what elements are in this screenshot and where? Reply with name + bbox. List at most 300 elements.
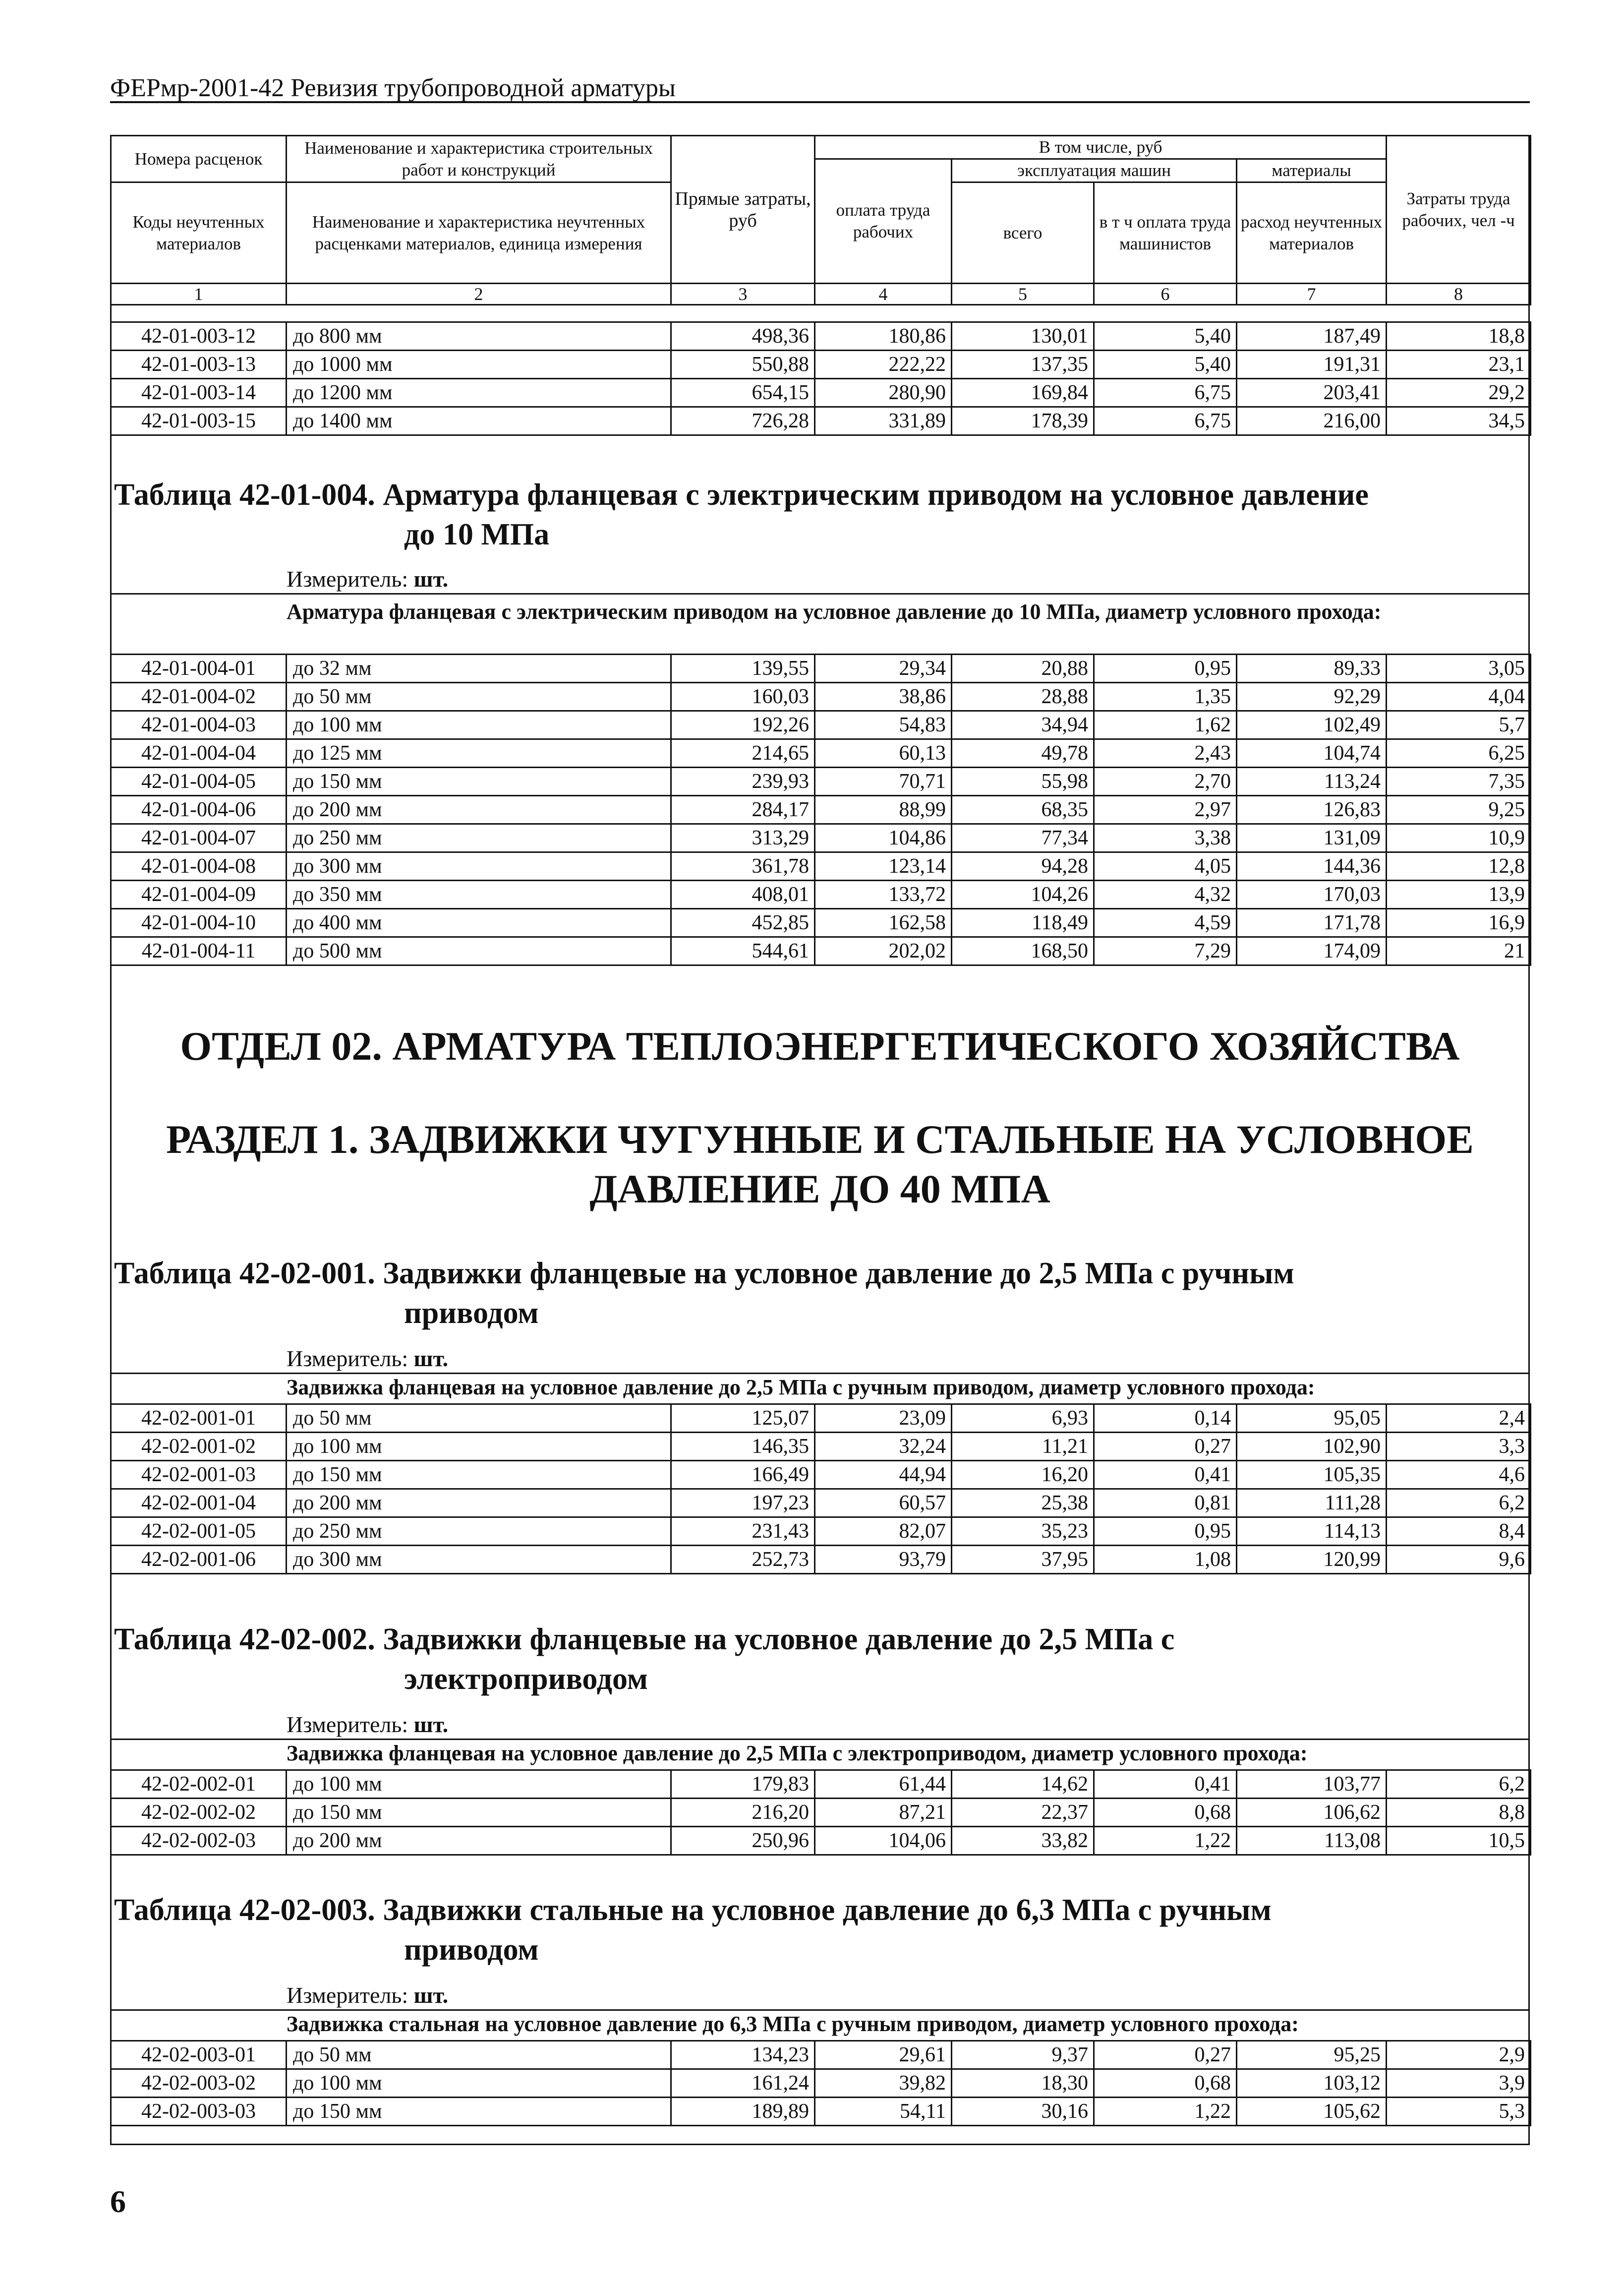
direct-cost-cell: 139,55	[671, 655, 815, 683]
labor-hours-cell: 6,2	[1387, 1770, 1531, 1799]
materials-cell: 144,36	[1237, 852, 1387, 881]
group-heading-42-01-004: Арматура фланцевая с электрическим приводом на условное давление до 10 МПа, диаметр условного прохода:	[287, 600, 1382, 624]
rate-code-cell: 42-01-004-02	[111, 683, 287, 711]
col-head-labor-hours: Затраты труда рабочих, чел -ч	[1387, 136, 1531, 284]
col-number: 3	[671, 284, 815, 305]
table-title-42-02-002	[114, 1620, 1512, 1699]
machinist-pay-cell: 5,40	[1094, 351, 1237, 379]
materials-cell: 106,62	[1237, 1799, 1387, 1827]
table-row	[111, 796, 1531, 824]
machines-total-cell: 14,62	[952, 1770, 1094, 1799]
rate-code-cell: 42-02-001-02	[111, 1433, 287, 1461]
measure-label: Измеритель:	[287, 1712, 408, 1737]
table-title-42-02-003	[114, 1890, 1512, 1970]
labor-hours-cell: 23,1	[1387, 351, 1531, 379]
table-title-text: Задвижки фланцевые на условное давление до 2,5 МПа с	[383, 1622, 1175, 1656]
labor-hours-cell: 10,9	[1387, 824, 1531, 852]
labor-hours-cell: 2,9	[1387, 2041, 1531, 2069]
materials-cell: 95,25	[1237, 2041, 1387, 2069]
labor-hours-cell: 34,5	[1387, 407, 1531, 435]
table-row	[111, 711, 1531, 739]
table-row	[111, 351, 1531, 379]
rate-code-cell: 42-01-004-07	[111, 824, 287, 852]
labor-pay-cell: 61,44	[815, 1770, 952, 1799]
labor-pay-cell: 44,94	[815, 1461, 952, 1489]
labor-pay-cell: 104,86	[815, 824, 952, 852]
col-number: 7	[1237, 284, 1387, 305]
materials-cell: 103,12	[1237, 2069, 1387, 2098]
rate-name-cell: до 100 мм	[287, 1433, 671, 1461]
table-title-text: Задвижки стальные на условное давление до 6,3 МПа с ручным	[383, 1893, 1272, 1927]
rate-code-cell: 42-01-004-09	[111, 881, 287, 909]
machinist-pay-cell: 6,75	[1094, 379, 1237, 407]
labor-pay-cell: 180,86	[815, 322, 952, 351]
machines-total-cell: 94,28	[952, 852, 1094, 881]
table-row	[111, 379, 1531, 407]
rate-code-cell: 42-02-001-01	[111, 1404, 287, 1433]
running-title: ФЕРмр-2001-42 Ревизия трубопроводной арматуры	[110, 74, 676, 102]
measure-label: Измеритель:	[287, 566, 408, 592]
part-heading-line-1: РАЗДЕЛ 1. ЗАДВИЖКИ ЧУГУННЫЕ И СТАЛЬНЫЕ НА УСЛОВНОЕ	[166, 1117, 1474, 1162]
labor-pay-cell: 162,58	[815, 909, 952, 937]
machines-total-cell: 55,98	[952, 768, 1094, 796]
rate-name-cell: до 1200 мм	[287, 379, 671, 407]
direct-cost-cell: 146,35	[671, 1433, 815, 1461]
col-head-labor-pay: оплата труда рабочих	[815, 159, 952, 284]
machinist-pay-cell: 5,40	[1094, 322, 1237, 351]
labor-pay-cell: 104,06	[815, 1827, 952, 1855]
labor-hours-cell: 8,4	[1387, 1517, 1531, 1546]
table-row	[111, 2069, 1531, 2098]
rate-name-cell: до 250 мм	[287, 1517, 671, 1546]
materials-cell: 102,90	[1237, 1433, 1387, 1461]
col-number: 5	[952, 284, 1094, 305]
labor-pay-cell: 54,83	[815, 711, 952, 739]
materials-cell: 170,03	[1237, 881, 1387, 909]
group-heading-42-02-001: Задвижка фланцевая на условное давление до 2,5 МПа с ручным приводом, диаметр условного прохода:	[287, 1375, 1315, 1399]
rate-name-cell: до 250 мм	[287, 824, 671, 852]
col-head-direct-costs: Прямые затраты, руб	[671, 136, 815, 284]
labor-hours-cell: 6,2	[1387, 1489, 1531, 1517]
rate-name-cell: до 300 мм	[287, 1546, 671, 1574]
department-heading: ОТДЕЛ 02. АРМАТУРА ТЕПЛОЭНЕРГЕТИЧЕСКОГО ХОЗЯЙСТВА	[180, 1023, 1460, 1069]
table-row	[111, 1546, 1531, 1574]
machinist-pay-cell: 3,38	[1094, 824, 1237, 852]
rate-table-42-02-002	[110, 1769, 1531, 1856]
machines-total-cell: 104,26	[952, 881, 1094, 909]
labor-pay-cell: 222,22	[815, 351, 952, 379]
rate-name-cell: до 200 мм	[287, 796, 671, 824]
rate-name-cell: до 150 мм	[287, 1461, 671, 1489]
machinist-pay-cell: 0,41	[1094, 1770, 1237, 1799]
table-row	[111, 2041, 1531, 2069]
table-row	[111, 1517, 1531, 1546]
labor-hours-cell: 6,25	[1387, 739, 1531, 768]
materials-cell: 171,78	[1237, 909, 1387, 937]
col-head-machines: эксплуатация машин	[952, 159, 1237, 182]
materials-cell: 105,62	[1237, 2098, 1387, 2126]
machinist-pay-cell: 0,95	[1094, 1517, 1237, 1546]
machines-total-cell: 49,78	[952, 739, 1094, 768]
labor-pay-cell: 87,21	[815, 1799, 952, 1827]
direct-cost-cell: 284,17	[671, 796, 815, 824]
table-number: Таблица 42-02-002.	[114, 1622, 375, 1656]
machines-total-cell: 18,30	[952, 2069, 1094, 2098]
machinist-pay-cell: 0,81	[1094, 1489, 1237, 1517]
rate-name-cell: до 150 мм	[287, 768, 671, 796]
table-row	[111, 322, 1531, 351]
table-row	[111, 909, 1531, 937]
rate-code-cell: 42-01-004-11	[111, 937, 287, 965]
labor-hours-cell: 9,25	[1387, 796, 1531, 824]
labor-pay-cell: 60,57	[815, 1489, 952, 1517]
labor-pay-cell: 123,14	[815, 852, 952, 881]
table-row	[111, 881, 1531, 909]
table-row	[111, 407, 1531, 435]
rate-name-cell: до 50 мм	[287, 2041, 671, 2069]
machinist-pay-cell: 0,41	[1094, 1461, 1237, 1489]
labor-pay-cell: 39,82	[815, 2069, 952, 2098]
rate-code-cell: 42-01-004-05	[111, 768, 287, 796]
materials-cell: 131,09	[1237, 824, 1387, 852]
rate-code-cell: 42-01-003-14	[111, 379, 287, 407]
col-number: 8	[1387, 284, 1531, 305]
table-row	[111, 852, 1531, 881]
labor-hours-cell: 9,6	[1387, 1546, 1531, 1574]
labor-pay-cell: 280,90	[815, 379, 952, 407]
rate-code-cell: 42-01-004-10	[111, 909, 287, 937]
machinist-pay-cell: 1,22	[1094, 1827, 1237, 1855]
measure-label: Измеритель:	[287, 1983, 408, 2008]
table-row	[111, 937, 1531, 965]
machines-total-cell: 169,84	[952, 379, 1094, 407]
direct-cost-cell: 192,26	[671, 711, 815, 739]
direct-cost-cell: 161,24	[671, 2069, 815, 2098]
machinist-pay-cell: 1,62	[1094, 711, 1237, 739]
col-head-in-total: В том числе, руб	[815, 136, 1387, 159]
measure-line-42-02-001	[287, 1345, 448, 1373]
labor-pay-cell: 202,02	[815, 937, 952, 965]
labor-pay-cell: 38,86	[815, 683, 952, 711]
machines-total-cell: 168,50	[952, 937, 1094, 965]
rate-name-cell: до 200 мм	[287, 1489, 671, 1517]
labor-pay-cell: 29,61	[815, 2041, 952, 2069]
table-title-continued: приводом	[404, 1296, 539, 1330]
direct-cost-cell: 408,01	[671, 881, 815, 909]
direct-cost-cell: 189,89	[671, 2098, 815, 2126]
rate-name-cell: до 800 мм	[287, 322, 671, 351]
direct-cost-cell: 125,07	[671, 1404, 815, 1433]
rate-name-cell: до 32 мм	[287, 655, 671, 683]
table-number: Таблица 42-01-004.	[114, 478, 375, 512]
machinist-pay-cell: 7,29	[1094, 937, 1237, 965]
col-head-machinist-pay: в т ч оплата труда машинистов	[1094, 182, 1237, 284]
machines-total-cell: 34,94	[952, 711, 1094, 739]
table-row	[111, 655, 1531, 683]
rate-code-cell: 42-02-002-03	[111, 1827, 287, 1855]
machinist-pay-cell: 0,68	[1094, 1799, 1237, 1827]
machines-total-cell: 68,35	[952, 796, 1094, 824]
group-heading-42-02-003: Задвижка стальная на условное давление до 6,3 МПа с ручным приводом, диаметр условного прохода:	[287, 2012, 1299, 2036]
table-title-42-02-001	[114, 1254, 1512, 1333]
rate-table-42-01-004	[110, 654, 1531, 966]
labor-hours-cell: 16,9	[1387, 909, 1531, 937]
materials-cell: 104,74	[1237, 739, 1387, 768]
rule-line	[110, 593, 1530, 595]
col-number: 1	[111, 284, 287, 305]
labor-hours-cell: 5,3	[1387, 2098, 1531, 2126]
table-row	[111, 1489, 1531, 1517]
rate-code-cell: 42-02-001-05	[111, 1517, 287, 1546]
measure-unit: шт.	[413, 1346, 449, 1371]
machinist-pay-cell: 2,70	[1094, 768, 1237, 796]
measure-line-42-02-003	[287, 1982, 448, 2009]
machines-total-cell: 33,82	[952, 1827, 1094, 1855]
table-row	[111, 1799, 1531, 1827]
machines-total-cell: 16,20	[952, 1461, 1094, 1489]
materials-cell: 120,99	[1237, 1546, 1387, 1574]
rate-name-cell: до 300 мм	[287, 852, 671, 881]
direct-cost-cell: 214,65	[671, 739, 815, 768]
part-heading-line-2: ДАВЛЕНИЕ ДО 40 МПА	[589, 1166, 1050, 1211]
table-number: Таблица 42-02-001.	[114, 1257, 375, 1290]
direct-cost-cell: 250,96	[671, 1827, 815, 1855]
col-number: 6	[1094, 284, 1237, 305]
direct-cost-cell: 544,61	[671, 937, 815, 965]
direct-cost-cell: 654,15	[671, 379, 815, 407]
labor-pay-cell: 88,99	[815, 796, 952, 824]
page-number: 6	[110, 2184, 126, 2219]
rate-table-42-02-003	[110, 2040, 1531, 2126]
rate-name-cell: до 100 мм	[287, 1770, 671, 1799]
machinist-pay-cell: 4,59	[1094, 909, 1237, 937]
rate-code-cell: 42-02-002-02	[111, 1799, 287, 1827]
machinist-pay-cell: 0,14	[1094, 1404, 1237, 1433]
rate-code-cell: 42-02-003-01	[111, 2041, 287, 2069]
machines-total-cell: 22,37	[952, 1799, 1094, 1827]
materials-cell: 113,08	[1237, 1827, 1387, 1855]
labor-hours-cell: 5,7	[1387, 711, 1531, 739]
rate-code-cell: 42-01-003-15	[111, 407, 287, 435]
table-title-continued: электроприводом	[404, 1662, 648, 1696]
materials-cell: 92,29	[1237, 683, 1387, 711]
labor-pay-cell: 331,89	[815, 407, 952, 435]
group-heading-42-02-002: Задвижка фланцевая на условное давление до 2,5 МПа с электроприводом, диаметр условного прохода:	[287, 1741, 1308, 1765]
direct-cost-cell: 134,23	[671, 2041, 815, 2069]
machinist-pay-cell: 2,43	[1094, 739, 1237, 768]
machines-total-cell: 28,88	[952, 683, 1094, 711]
machines-total-cell: 20,88	[952, 655, 1094, 683]
table-row	[111, 2098, 1531, 2126]
rate-code-cell: 42-02-002-01	[111, 1770, 287, 1799]
rate-code-cell: 42-01-003-12	[111, 322, 287, 351]
materials-cell: 114,13	[1237, 1517, 1387, 1546]
rate-code-cell: 42-02-001-06	[111, 1546, 287, 1574]
rate-code-cell: 42-02-003-03	[111, 2098, 287, 2126]
table-row	[111, 1827, 1531, 1855]
machinist-pay-cell: 0,27	[1094, 2041, 1237, 2069]
col-head-name-bottom: Наименование и характеристика неучтенных расценками материалов, единица измерения	[287, 182, 671, 284]
rate-code-cell: 42-01-003-13	[111, 351, 287, 379]
rate-name-cell: до 400 мм	[287, 909, 671, 937]
materials-cell: 111,28	[1237, 1489, 1387, 1517]
direct-cost-cell: 726,28	[671, 407, 815, 435]
col-head-codes-bottom: Коды неучтенных материалов	[111, 182, 287, 284]
machines-total-cell: 6,93	[952, 1404, 1094, 1433]
direct-cost-cell: 550,88	[671, 351, 815, 379]
rate-name-cell: до 500 мм	[287, 937, 671, 965]
labor-hours-cell: 29,2	[1387, 379, 1531, 407]
direct-cost-cell: 452,85	[671, 909, 815, 937]
machinist-pay-cell: 0,27	[1094, 1433, 1237, 1461]
rate-name-cell: до 150 мм	[287, 2098, 671, 2126]
direct-cost-cell: 197,23	[671, 1489, 815, 1517]
rate-table-42-01-003	[110, 321, 1531, 436]
materials-cell: 126,83	[1237, 796, 1387, 824]
labor-hours-cell: 10,5	[1387, 1827, 1531, 1855]
labor-hours-cell: 18,8	[1387, 322, 1531, 351]
measure-unit: шт.	[413, 566, 449, 592]
col-head-name-top: Наименование и характеристика строительных работ и конструкций	[287, 136, 671, 182]
machines-total-cell: 37,95	[952, 1546, 1094, 1574]
labor-hours-cell: 3,3	[1387, 1433, 1531, 1461]
machines-total-cell: 130,01	[952, 322, 1094, 351]
labor-hours-cell: 2,4	[1387, 1404, 1531, 1433]
col-head-materials-usage: расход неучтенных материалов	[1237, 182, 1387, 284]
col-head-machines-total: всего	[952, 182, 1094, 284]
machinist-pay-cell: 1,35	[1094, 683, 1237, 711]
table-title-42-01-004	[114, 475, 1512, 554]
machines-total-cell: 77,34	[952, 824, 1094, 852]
col-number: 4	[815, 284, 952, 305]
materials-cell: 174,09	[1237, 937, 1387, 965]
labor-hours-cell: 21	[1387, 937, 1531, 965]
machines-total-cell: 11,21	[952, 1433, 1094, 1461]
machinist-pay-cell: 6,75	[1094, 407, 1237, 435]
labor-pay-cell: 29,34	[815, 655, 952, 683]
table-title-continued: до 10 МПа	[404, 518, 550, 551]
col-head-codes-top: Номера расценок	[111, 136, 287, 182]
rate-code-cell: 42-02-003-02	[111, 2069, 287, 2098]
table-row	[111, 1461, 1531, 1489]
table-row	[111, 1433, 1531, 1461]
table-row	[111, 1770, 1531, 1799]
direct-cost-cell: 498,36	[671, 322, 815, 351]
labor-pay-cell: 60,13	[815, 739, 952, 768]
direct-cost-cell: 252,73	[671, 1546, 815, 1574]
materials-cell: 191,31	[1237, 351, 1387, 379]
materials-cell: 216,00	[1237, 407, 1387, 435]
labor-pay-cell: 70,71	[815, 768, 952, 796]
rate-code-cell: 42-01-004-06	[111, 796, 287, 824]
machines-total-cell: 35,23	[952, 1517, 1094, 1546]
machines-total-cell: 9,37	[952, 2041, 1094, 2069]
labor-pay-cell: 54,11	[815, 2098, 952, 2126]
rate-name-cell: до 1000 мм	[287, 351, 671, 379]
machinist-pay-cell: 2,97	[1094, 796, 1237, 824]
labor-hours-cell: 12,8	[1387, 852, 1531, 881]
header-rule	[110, 101, 1530, 103]
materials-cell: 105,35	[1237, 1461, 1387, 1489]
rate-code-cell: 42-01-004-03	[111, 711, 287, 739]
direct-cost-cell: 179,83	[671, 1770, 815, 1799]
direct-cost-cell: 160,03	[671, 683, 815, 711]
table-row	[111, 768, 1531, 796]
labor-hours-cell: 13,9	[1387, 881, 1531, 909]
column-number-row	[111, 284, 1531, 305]
labor-hours-cell: 3,9	[1387, 2069, 1531, 2098]
measure-line-42-02-002	[287, 1711, 448, 1739]
col-head-materials: материалы	[1237, 159, 1387, 182]
machinist-pay-cell: 0,95	[1094, 655, 1237, 683]
rate-name-cell: до 200 мм	[287, 1827, 671, 1855]
materials-cell: 89,33	[1237, 655, 1387, 683]
column-header	[110, 135, 1531, 305]
machines-total-cell: 30,16	[952, 2098, 1094, 2126]
measure-label: Измеритель:	[287, 1346, 408, 1371]
direct-cost-cell: 361,78	[671, 852, 815, 881]
labor-pay-cell: 23,09	[815, 1404, 952, 1433]
direct-cost-cell: 313,29	[671, 824, 815, 852]
labor-pay-cell: 133,72	[815, 881, 952, 909]
machinist-pay-cell: 1,08	[1094, 1546, 1237, 1574]
rate-name-cell: до 100 мм	[287, 2069, 671, 2098]
col-number: 2	[287, 284, 671, 305]
direct-cost-cell: 239,93	[671, 768, 815, 796]
rate-code-cell: 42-01-004-01	[111, 655, 287, 683]
table-row	[111, 824, 1531, 852]
table-row	[111, 683, 1531, 711]
measure-unit: шт.	[413, 1983, 449, 2008]
rate-code-cell: 42-01-004-08	[111, 852, 287, 881]
materials-cell: 103,77	[1237, 1770, 1387, 1799]
materials-cell: 95,05	[1237, 1404, 1387, 1433]
labor-hours-cell: 4,04	[1387, 683, 1531, 711]
table-row	[111, 1404, 1531, 1433]
table-title-text: Арматура фланцевая с электрическим приводом на условное давление	[383, 478, 1369, 512]
rate-code-cell: 42-02-001-04	[111, 1489, 287, 1517]
machinist-pay-cell: 4,32	[1094, 881, 1237, 909]
measure-unit: шт.	[413, 1712, 449, 1737]
machines-total-cell: 137,35	[952, 351, 1094, 379]
labor-pay-cell: 82,07	[815, 1517, 952, 1546]
machinist-pay-cell: 0,68	[1094, 2069, 1237, 2098]
rate-table-42-02-001	[110, 1403, 1531, 1574]
rate-code-cell: 42-02-001-03	[111, 1461, 287, 1489]
rate-name-cell: до 50 мм	[287, 1404, 671, 1433]
labor-hours-cell: 8,8	[1387, 1799, 1531, 1827]
materials-cell: 102,49	[1237, 711, 1387, 739]
measure-line-42-01-004	[287, 565, 448, 593]
labor-hours-cell: 4,6	[1387, 1461, 1531, 1489]
machines-total-cell: 118,49	[952, 909, 1094, 937]
machinist-pay-cell: 1,22	[1094, 2098, 1237, 2126]
rate-name-cell: до 350 мм	[287, 881, 671, 909]
rate-name-cell: до 50 мм	[287, 683, 671, 711]
rate-name-cell: до 1400 мм	[287, 407, 671, 435]
table-title-continued: приводом	[404, 1933, 539, 1967]
table-title-text: Задвижки фланцевые на условное давление до 2,5 МПа с ручным	[383, 1257, 1294, 1290]
labor-pay-cell: 93,79	[815, 1546, 952, 1574]
machines-total-cell: 25,38	[952, 1489, 1094, 1517]
labor-hours-cell: 3,05	[1387, 655, 1531, 683]
labor-hours-cell: 7,35	[1387, 768, 1531, 796]
rate-name-cell: до 100 мм	[287, 711, 671, 739]
machinist-pay-cell: 4,05	[1094, 852, 1237, 881]
rate-name-cell: до 150 мм	[287, 1799, 671, 1827]
direct-cost-cell: 216,20	[671, 1799, 815, 1827]
materials-cell: 203,41	[1237, 379, 1387, 407]
